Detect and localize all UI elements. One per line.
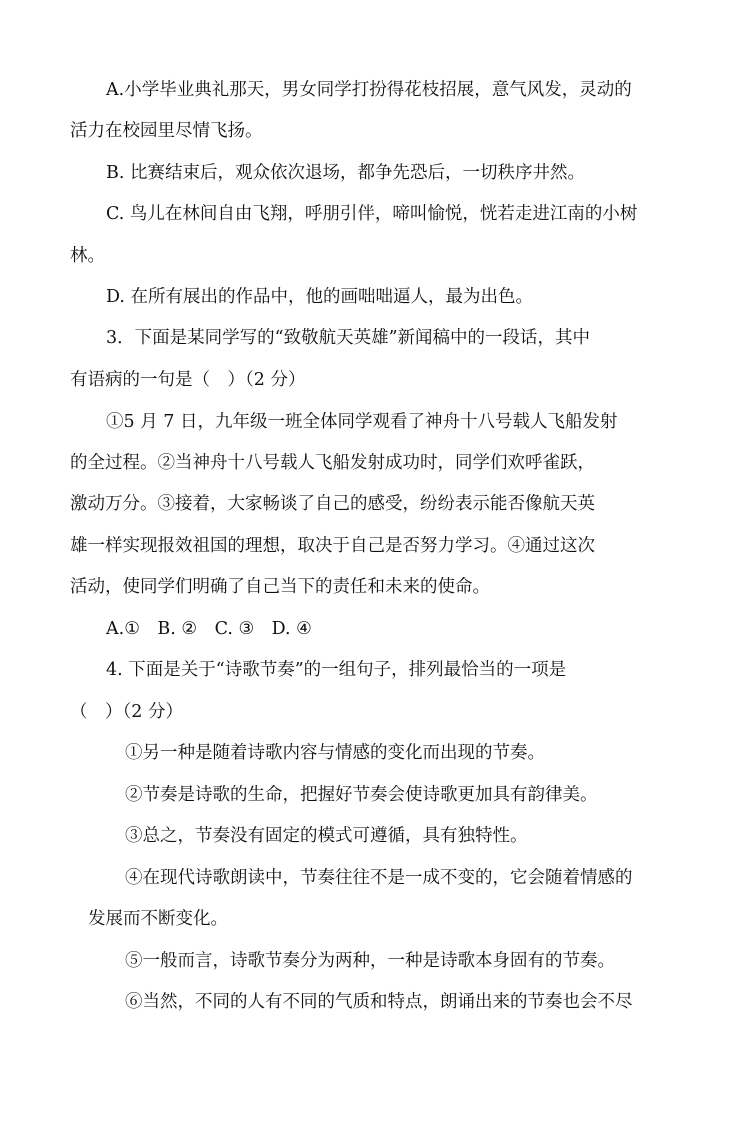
passage-line-4: 雄一样实现报效祖国的理想，取决于自己是否努力学习。④通过这次	[70, 536, 595, 556]
option-c-line-1: C. 鸟儿在林间自由飞翔，呼朋引伴，啼叫愉悦，恍若走进江南的小树	[106, 204, 638, 224]
question-4-line-2: （ ）（2 分）	[70, 702, 183, 722]
sentence-6: ⑥当然，不同的人有不同的气质和特点，朗诵出来的节奏也会不尽	[125, 992, 633, 1012]
passage-line-1: ①5 月 7 日，九年级一班全体同学观看了神舟十八号载人飞船发射	[106, 412, 618, 432]
sentence-2: ②节奏是诗歌的生命，把握好节奏会使诗歌更加具有韵律美。	[125, 785, 598, 805]
option-c-line-2: 林。	[70, 246, 105, 266]
option-d-line: D. 在所有展出的作品中，他的画咄咄逼人，最为出色。	[106, 287, 534, 307]
option-a-line-2: 活力在校园里尽情飞扬。	[70, 121, 263, 141]
sentence-4-line-2: 发展而不断变化。	[88, 909, 228, 929]
sentence-1: ①另一种是随着诗歌内容与情感的变化而出现的节奏。	[125, 743, 545, 763]
question-3-line-2: 有语病的一句是（ ）（2 分）	[70, 370, 306, 390]
passage-line-3: 激动万分。③接着，大家畅谈了自己的感受，纷纷表示能否像航天英	[70, 494, 595, 514]
sentence-4-line-1: ④在现代诗歌朗读中，节奏往往不是一成不变的，它会随着情感的	[125, 868, 633, 888]
passage-line-2: 的全过程。②当神舟十八号载人飞船发射成功时，同学们欢呼雀跃，	[70, 453, 595, 473]
sentence-3: ③总之，节奏没有固定的模式可遵循，具有独特性。	[125, 826, 528, 846]
question-3-choices: A.① B. ② C. ③ D. ④	[106, 619, 312, 639]
question-3-line-1: 3．下面是某同学写的“致敬航天英雄”新闻稿中的一段话，其中	[106, 328, 591, 348]
passage-line-5: 活动，使同学们明确了自己当下的责任和未来的使命。	[70, 577, 490, 597]
option-a-line-1: A.小学毕业典礼那天，男女同学打扮得花枝招展，意气风发，灵动的	[106, 80, 632, 100]
question-4-line-1: 4. 下面是关于“诗歌节奏”的一组句子，排列最恰当的一项是	[106, 660, 567, 680]
option-b-line: B. 比赛结束后，观众依次退场，都争先恐后，一切秩序井然。	[106, 163, 585, 183]
sentence-5: ⑤一般而言，诗歌节奏分为两种，一种是诗歌本身固有的节奏。	[125, 951, 615, 971]
